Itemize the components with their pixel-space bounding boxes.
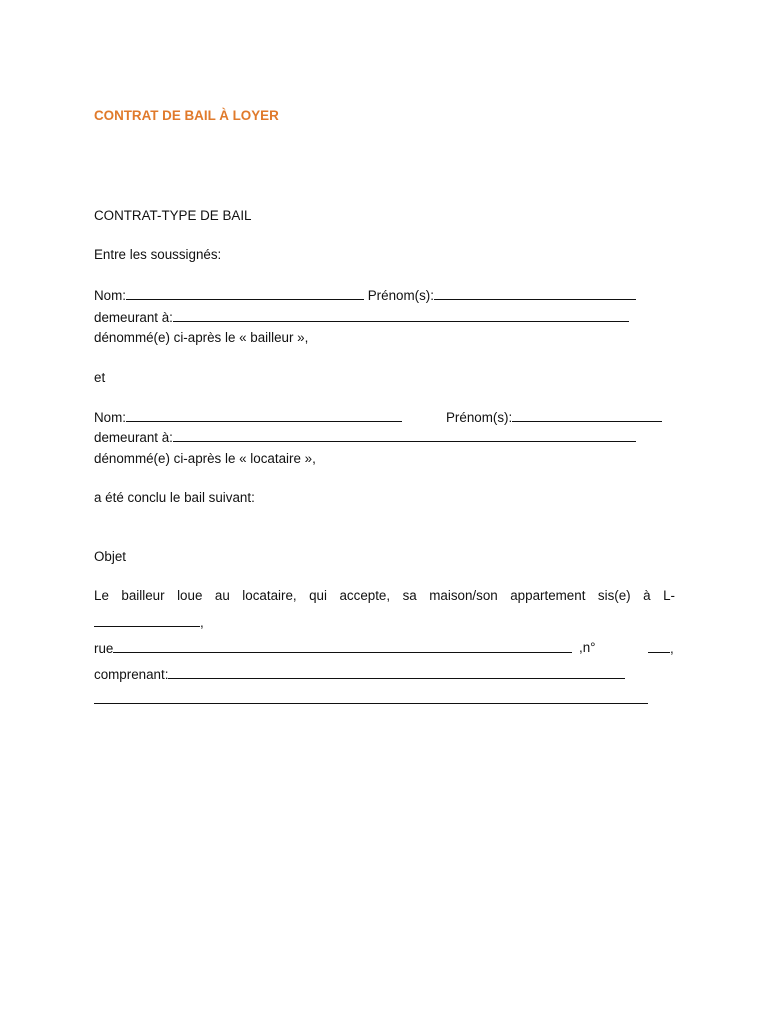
party2-nom-blank xyxy=(126,409,402,422)
objet-heading: Objet xyxy=(94,549,127,564)
party1-name-row xyxy=(94,287,636,304)
party2-address-row xyxy=(94,429,636,446)
comprenant-blank xyxy=(168,666,625,679)
conclu-text: a été conclu le bail suivant: xyxy=(94,490,255,505)
objet-text: Le bailleur loue au locataire, qui accepte, sa maison/son appartement sis(e) à L- xyxy=(94,588,675,603)
party1-prenom-label: Prénom(s): xyxy=(367,288,434,303)
num-label: ,n° xyxy=(579,640,596,655)
party2-name-row xyxy=(94,409,402,426)
party2-demeurant-label: demeurant à: xyxy=(94,430,173,445)
locality-blank xyxy=(94,614,200,627)
extra-line-row xyxy=(94,691,648,708)
extra-blank-line xyxy=(94,691,648,704)
party1-demeurant-label: demeurant à: xyxy=(94,310,173,325)
rue-row xyxy=(94,640,572,657)
num-suffix: , xyxy=(670,641,674,656)
party2-denomme: dénommé(e) ci-après le « locataire », xyxy=(94,451,316,466)
party1-address-row xyxy=(94,309,629,326)
party2-prenom-row xyxy=(446,409,662,426)
document-title: CONTRAT DE BAIL À LOYER xyxy=(94,108,279,123)
num-blank xyxy=(648,640,670,653)
document-subtitle: CONTRAT-TYPE DE BAIL xyxy=(94,208,252,223)
objet-continuation-row xyxy=(94,614,204,631)
rue-label: rue xyxy=(94,641,114,656)
party2-demeurant-blank xyxy=(173,429,636,442)
comprenant-label: comprenant: xyxy=(94,667,169,682)
party2-prenom-label: Prénom(s): xyxy=(446,410,513,425)
party2-nom-label: Nom: xyxy=(94,410,126,425)
comprenant-row xyxy=(94,666,625,683)
party2-prenom-blank xyxy=(512,409,662,422)
rue-blank xyxy=(113,640,572,653)
party1-nom-blank xyxy=(126,287,364,300)
party1-demeurant-blank xyxy=(173,309,629,322)
objet-cont-suffix: , xyxy=(200,615,204,630)
party1-prenom-blank xyxy=(434,287,636,300)
intro-text: Entre les soussignés: xyxy=(94,247,222,262)
party1-nom-label: Nom: xyxy=(94,288,126,303)
party1-denomme: dénommé(e) ci-après le « bailleur », xyxy=(94,330,309,345)
num-row xyxy=(648,640,674,657)
et-text: et xyxy=(94,370,106,385)
